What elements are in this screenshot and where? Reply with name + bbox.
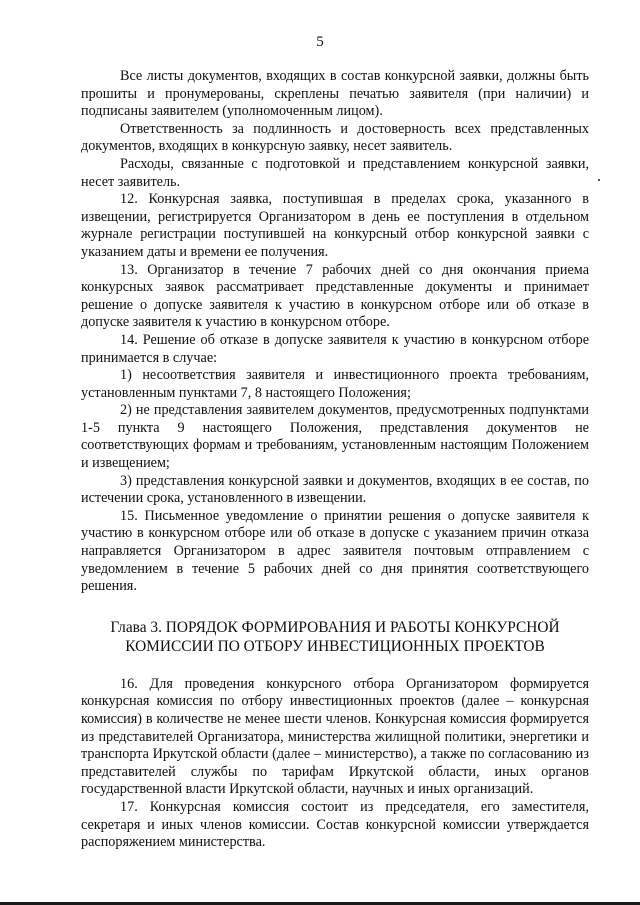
chapter-heading-line-2: КОМИССИИ ПО ОТБОРУ ИНВЕСТИЦИОННЫХ ПРОЕКТОВ: [125, 637, 545, 655]
chapter-heading: [81, 618, 589, 656]
document-body: [81, 68, 589, 852]
paragraph-14: 14. Решение об отказе в допуске заявителя к участию в конкурсном отборе принимается в случае:: [81, 331, 589, 366]
paragraph-13: 13. Организатор в течение 7 рабочих дней со дня окончания приема конкурсных заявок рассматривает представленные документы и принимает решение о допуске заявителя к участию в конкурсном отборе или об отказе в допуске заявителя к участию в конкурсном отборе.: [81, 261, 589, 331]
paragraph-sheets-bound: Все листы документов, входящих в состав конкурсной заявки, должны быть прошиты и пронумерованы, скреплены печатью заявителя (при наличии) и подписаны заявителем (уполномоченным лицом).: [81, 68, 589, 120]
scan-speck: [598, 179, 600, 181]
page-number: 5: [316, 34, 324, 50]
paragraph-12: 12. Конкурсная заявка, поступившая в пределах срока, указанного в извещении, регистрируется Организатором в день ее поступления в отдельном журнале регистрации поступившей на конкурсный отбор конкурсной заявки с указанием даты и времени ее получения.: [81, 191, 589, 260]
paragraph-15: 15. Письменное уведомление о принятии решения о допуске заявителя к участию в конкурсном отборе или об отказе в допуске с указанием причин отказа направляется Организатором в адрес заявителя почтовым отправлением с уведомлением в течение 5 рабочих дней со дня принятия соответствующего решения.: [81, 507, 589, 595]
paragraph-expenses: Расходы, связанные с подготовкой и представлением конкурсной заявки, несет заявитель.: [81, 155, 589, 190]
paragraph-14-item-3: 3) представления конкурсной заявки и документов, входящих в ее состав, по истечении срока, установленного в извещении.: [81, 472, 589, 507]
paragraph-14-item-2: 2) не представления заявителем документов, предусмотренных подпунктами 1-5 пункта 9 настоящего Положения, представления документов не соответствующих формам и требованиям, установленным настоящим Положением и извещением;: [81, 402, 589, 472]
paragraph-14-item-1: 1) несоответствия заявителя и инвестиционного проекта требованиям, установленным пунктами 7, 8 настоящего Положения;: [81, 367, 589, 401]
chapter-heading-line-1: Глава 3. ПОРЯДОК ФОРМИРОВАНИЯ И РАБОТЫ КОНКУРСНОЙ: [110, 618, 560, 636]
paragraph-responsibility: Ответственность за подлинность и достоверность всех представленных документов, входящих в конкурсную заявку, несет заявитель.: [81, 120, 589, 155]
paragraph-17: 17. Конкурсная комиссия состоит из председателя, его заместителя, секретаря и иных членов комиссии. Состав конкурсной комиссии утверждается распоряжением министерства.: [81, 798, 589, 851]
paragraph-16: 16. Для проведения конкурсного отбора Организатором формируется конкурсная комиссия по отбору инвестиционных проектов (далее – конкурсная комиссия) в количестве не менее шести членов. Конкурсная комиссия формируется из представителей Организатора, министерства жилищной политики, энергетики и транспорта Иркутской области (далее – министерство), а также по согласованию из представителей службы по тарифам Иркутской области, иных органов государственной власти Иркутской области, научных и иных организаций.: [81, 675, 589, 798]
